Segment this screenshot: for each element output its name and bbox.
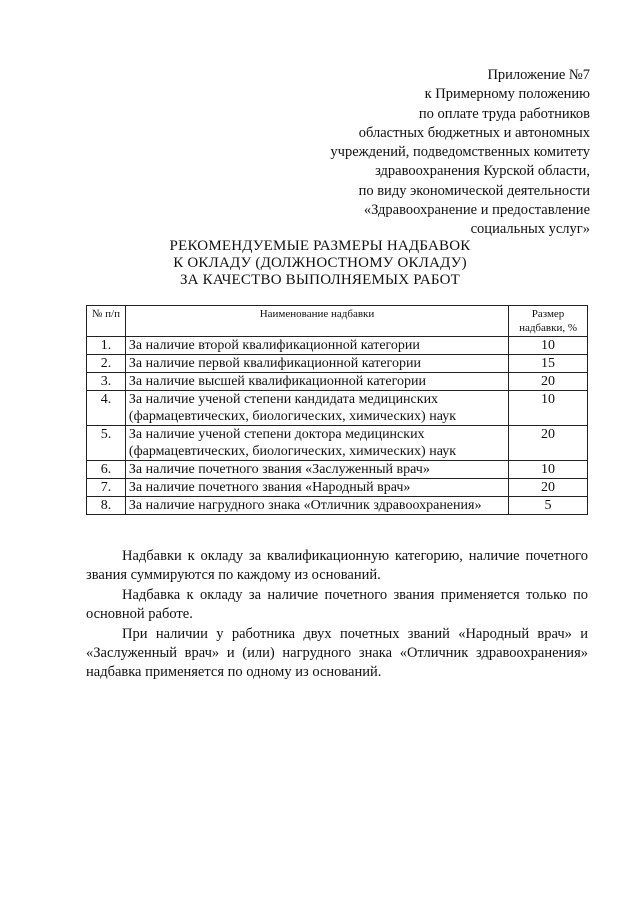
row-number: 4. [87, 391, 126, 426]
header-line: Приложение №7 [487, 67, 590, 83]
header-line: учреждений, подведомственных комитету [330, 144, 590, 161]
header-line: областных бюджетных и автономных [358, 124, 590, 141]
header-size: Размер надбавки, % [509, 306, 588, 337]
row-name: За наличие ученой степени доктора медицинских (фармацевтических, биологических, химических) наук [125, 426, 508, 461]
row-number: 7. [87, 479, 126, 497]
row-number: 5. [87, 426, 126, 461]
table-row [87, 373, 588, 391]
row-value: 15 [509, 355, 588, 373]
header-name: Наименование надбавки [125, 306, 508, 337]
appendix-header [330, 66, 590, 240]
row-value: 10 [509, 337, 588, 355]
table-row [87, 337, 588, 355]
title-line: К ОКЛАДУ (ДОЛЖНОСТНОМУ ОКЛАДУ) [173, 255, 467, 271]
paragraph: Надбавка к окладу за наличие почетного звания применяется только по основной работе. [86, 587, 588, 622]
row-value: 20 [509, 373, 588, 391]
paragraph: При наличии у работника двух почетных званий «Народный врач» и «Заслуженный врач» и (или) нагрудного знака «Отличник здравоохранения» надбавка применяется по одному из оснований. [86, 626, 588, 680]
table-row [87, 461, 588, 479]
paragraph: Надбавки к окладу за квалификационную категорию, наличие почетного звания суммируются по каждому из оснований. [86, 548, 588, 583]
row-number: 1. [87, 337, 126, 355]
table-row [87, 497, 588, 515]
table-header-row [87, 306, 588, 337]
table-row [87, 426, 588, 461]
header-line: по оплате труда работников [418, 105, 590, 122]
row-number: 2. [87, 355, 126, 373]
row-number: 8. [87, 497, 126, 515]
table-row [87, 355, 588, 373]
header-line: здравоохранения Курской области, [375, 163, 590, 180]
row-value: 10 [509, 391, 588, 426]
table-row [87, 391, 588, 426]
row-number: 6. [87, 461, 126, 479]
row-number: 3. [87, 373, 126, 391]
row-value: 20 [509, 426, 588, 461]
header-line: «Здравоохранение и предоставление [363, 202, 590, 219]
row-name: За наличие высшей квалификационной категории [125, 373, 508, 391]
row-name: За наличие ученой степени кандидата медицинских (фармацевтических, биологических, химических) наук [125, 391, 508, 426]
allowance-table [86, 305, 588, 515]
table-row [87, 479, 588, 497]
title-line: ЗА КАЧЕСТВО ВЫПОЛНЯЕМЫХ РАБОТ [179, 272, 461, 288]
row-name: За наличие нагрудного знака «Отличник здравоохранения» [125, 497, 508, 515]
row-name: За наличие почетного звания «Заслуженный врач» [125, 461, 508, 479]
row-name: За наличие почетного звания «Народный врач» [125, 479, 508, 497]
document-title [0, 238, 640, 289]
row-value: 10 [509, 461, 588, 479]
body-text [86, 547, 588, 683]
row-name: За наличие первой квалификационной категории [125, 355, 508, 373]
header-line: по виду экономической деятельности [358, 182, 590, 199]
row-name: За наличие второй квалификационной категории [125, 337, 508, 355]
header-number: № п/п [87, 306, 126, 337]
header-line: социальных услуг» [470, 221, 590, 238]
title-line: РЕКОМЕНДУЕМЫЕ РАЗМЕРЫ НАДБАВОК [169, 238, 471, 254]
row-value: 5 [509, 497, 588, 515]
row-value: 20 [509, 479, 588, 497]
header-line: к Примерному положению [424, 86, 590, 103]
